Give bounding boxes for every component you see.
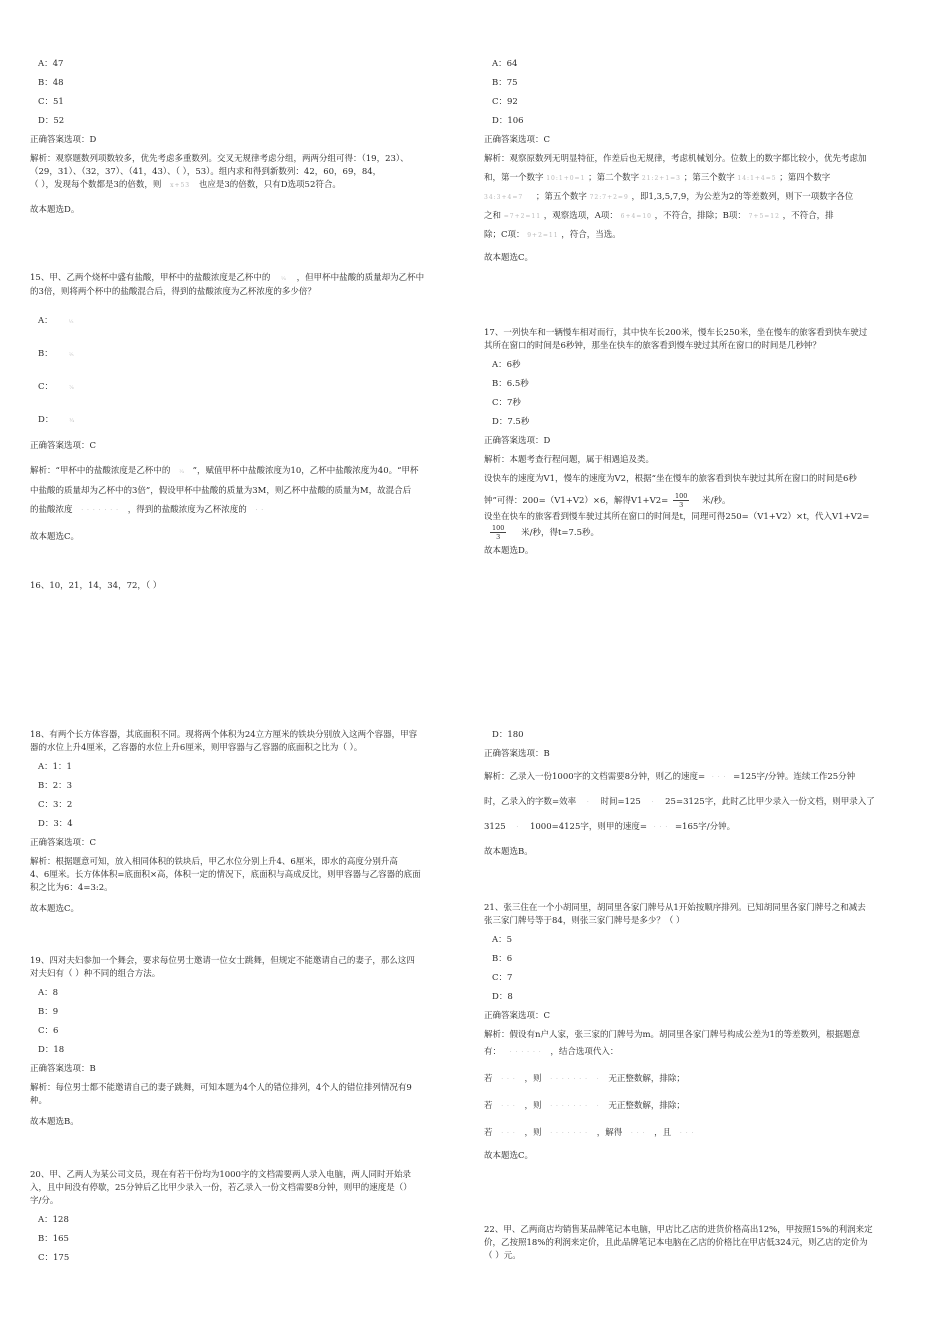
q21-try-2-c: 无正整数解，排除； — [608, 1101, 685, 1111]
q19-option-a: A：8 — [38, 988, 59, 998]
q16-analysis-line3-b: ；第五个数字 — [535, 192, 587, 202]
q15-analysis-line3-b: ，得到的盐酸浓度为乙杯浓度的 — [127, 505, 247, 515]
q16-analysis-line3 — [484, 191, 924, 204]
q15-analysis-line1-a: 解析：“甲杯中的盐酸浓度是乙杯中的 — [30, 466, 171, 476]
q20-analysis-line1-b: =125字/分钟。连续工作25分钟 — [733, 772, 856, 782]
q20-stem-line3: 字/分。 — [30, 1196, 59, 1206]
q16-answer: 正确答案选项：C — [484, 135, 551, 145]
q21-option-d: D：8 — [492, 992, 513, 1002]
q22-block — [484, 1224, 924, 1263]
q17-fraction-2 — [490, 524, 506, 541]
q15-stem-line2: 的3倍，则将两个杯中的盐酸混合后，得到的盐酸浓度为乙杯浓度的多少倍？ — [30, 287, 316, 297]
q21-conclusion: 故本题选C。 — [484, 1151, 534, 1161]
q15-option-a — [30, 315, 470, 329]
q16-formula-4: 34:3+4=7 — [484, 194, 524, 201]
q21-option-a: A：5 — [492, 935, 513, 945]
q15-option-a-fraction: ⅓ — [68, 319, 74, 325]
q21-try-1-faint-eq: · · · · · · · — [550, 1076, 588, 1083]
q14-analysis-line3-b: 也应是3的倍数，只有D选项52符合。 — [198, 180, 341, 190]
q18-analysis-line2: 4、6厘米。长方体体积=底面积×高，体积一定的情况下，底面积与高成反比，则甲容器与乙容器的底面 — [30, 870, 421, 880]
q15-conclusion: 故本题选C。 — [30, 532, 80, 542]
q21-try-2-faint-eq: · · · · · · · — [550, 1103, 588, 1110]
q21-try-3-b: ，则 — [524, 1128, 542, 1138]
q16-formula-2: 21:2+1=3 — [641, 175, 681, 182]
q20-analysis-line2-c: 25=3125字，此时乙比甲少录入一份文档，则甲录入了 — [665, 797, 875, 807]
q20-faint-fraction-2: · · · — [653, 824, 669, 831]
q21-try-2-faint-sep: · — [596, 1103, 600, 1110]
q21-answer: 正确答案选项：C — [484, 1011, 551, 1021]
q19-conclusion: 故本题选B。 — [30, 1117, 79, 1127]
q15-stem-line1-a: 15、甲、乙两个烧杯中盛有盐酸，甲杯中的盐酸浓度是乙杯中的 — [30, 273, 271, 283]
q16-analysis-line3-c: ，即1,3,5,7,9，为公差为2的等差数列，则下一项数字各位 — [631, 192, 854, 202]
q16-analysis-line4-c: ，不符合，排除；B项： — [654, 211, 746, 221]
q15-analysis-line3 — [30, 504, 470, 517]
q20-option-a: A：128 — [38, 1215, 69, 1225]
q16-analysis-line2-b: ；第二个数字 — [588, 173, 640, 183]
q18-option-d: D：3：4 — [38, 819, 73, 829]
q20-stem-line2: 入，且中间没有停歇，25分钟后乙比甲少录入一份，若乙录入一份文档需要8分钟，则甲的速度是（） — [30, 1183, 412, 1193]
q20-option-b: B：165 — [38, 1234, 69, 1244]
q16-conclusion: 故本题选C。 — [484, 253, 534, 263]
q17-fraction-1-denominator: 3 — [679, 501, 684, 509]
q21-try-3-d: ，且 — [654, 1128, 672, 1138]
q21-try-2 — [484, 1100, 924, 1113]
q18-stem-line2: 器的水位上升4厘米，乙容器的水位上升6厘米，则甲容器与乙容器的底面积之比为（ ）。 — [30, 743, 363, 753]
q19-answer: 正确答案选项：B — [30, 1064, 96, 1074]
q17-analysis-line1: 解析：本题考查行程问题，属于相遇追及类。 — [484, 455, 655, 465]
q21-try-1-a: 若 — [484, 1074, 493, 1084]
q15-option-c — [30, 381, 470, 395]
q20-faint-plus: · — [516, 824, 520, 831]
q14-analysis-line2: （29，31）、（32，37）、（41，43）、（ ），53）。组内求和得到新数列：42，60，69，84， — [30, 167, 382, 177]
q20-analysis-line3-b: 1000=4125字，则甲的速度= — [529, 822, 647, 832]
q20-block — [30, 1169, 470, 1265]
q20-analysis-line2-a: 时，乙录入的字数=效率 — [484, 797, 577, 807]
q17-option-a: A：6秒 — [492, 360, 521, 370]
q18-block — [30, 729, 470, 916]
q16-analysis-line4-b: ，观察选项，A项： — [543, 211, 618, 221]
q17-fraction-2-numerator: 100 — [492, 524, 505, 532]
q16-analysis-line4 — [484, 210, 924, 223]
q14-option-b: B：48 — [38, 78, 64, 88]
q21-stem-line2: 张三家门牌号等于84，则张三家门牌号是多少？（ ） — [484, 916, 685, 926]
q16-option-b: B：75 — [492, 78, 518, 88]
q20-faint-times-2: · — [651, 799, 655, 806]
q16-analysis-line5 — [484, 229, 924, 242]
q18-option-b: B：2：3 — [38, 781, 73, 791]
q14-option-a: A：47 — [38, 59, 64, 69]
q16-analysis-line4-d: ，不符合，排 — [782, 211, 834, 221]
q21-block — [484, 902, 924, 1163]
q14-analysis-line3-a: （ ），发现每个数都是3的倍数，则 — [30, 180, 162, 190]
q18-option-c: C：3：2 — [38, 800, 73, 810]
q17-analysis-line2: 设快车的速度为V1，慢车的速度为V2，根据“坐在慢车的旅客看到快车驶过其所在窗口的时间是6秒 — [484, 474, 857, 484]
q18-analysis-line3: 积之比为6：4=3:2。 — [30, 883, 113, 893]
q16-option-d: D：106 — [492, 116, 524, 126]
q17-stem-line2: 其所在窗口的时间是6秒钟，那坐在快车的旅客看到慢车驶过其所在窗口的时间是几秒钟？ — [484, 341, 821, 351]
q17-analysis-line3-a: 钟”可得：200=（V1+V2）×6，解得V1+V2= — [484, 496, 669, 506]
q19-option-c: C：6 — [38, 1026, 59, 1036]
q16-analysis-line2-c: ；第三个数字 — [683, 173, 735, 183]
q16-analysis-line4-a: 之和 — [484, 211, 502, 221]
q21-try-3-faint-m: · · · — [501, 1130, 516, 1137]
q21-analysis-line2-b: ，结合选项代入： — [550, 1047, 619, 1057]
q17-fraction-2-denominator: 3 — [496, 533, 501, 541]
q20-answer: 正确答案选项：B — [484, 749, 550, 759]
q16-analysis-line1: 解析：观察原数列无明显特征，作差后也无规律，考虑机械划分。位数上的数字都比较小，优先考虑加 — [484, 154, 867, 164]
q20-analysis-line1-a: 解析：乙录入一份1000字的文档需要8分钟，则乙的速度= — [484, 772, 706, 782]
q22-stem-line2: 价，乙按照18%的利润来定价，且此品牌笔记本电脑在乙店的价格比在甲店低324元，则乙店的定价为 — [484, 1238, 868, 1248]
q16-option-c: C：92 — [492, 97, 518, 107]
q15-option-a-label: A： — [38, 316, 53, 326]
q14-option-c: C：51 — [38, 97, 64, 107]
q15-stem-line1-b: ，但甲杯中盐酸的质量却为乙杯中 — [296, 273, 425, 283]
q14-block — [30, 58, 470, 217]
q17-option-c: C：7秒 — [492, 398, 521, 408]
q17-analysis-line5 — [484, 524, 924, 541]
q21-try-3-faint-n: · · · — [630, 1130, 646, 1137]
q17-conclusion: 故本题选D。 — [484, 546, 534, 556]
q16-analysis-line5-a: 除；C项： — [484, 230, 525, 240]
q21-try-3-c: ，解得 — [596, 1128, 623, 1138]
q15-faint-formula: · · · · · · · — [81, 507, 120, 514]
q19-stem-line2: 对夫妇有（ ）种不同的组合方法。 — [30, 969, 161, 979]
q20-conclusion: 故本题选B。 — [484, 847, 533, 857]
q16-analysis-line2-d: ；第四个数字 — [779, 173, 831, 183]
q19-analysis-line2: 种。 — [30, 1096, 48, 1106]
q17-stem-line1: 17、一列快车和一辆慢车相对而行，其中快车长200米，慢车长250米，坐在慢车的旅客看到快车驶过 — [484, 328, 868, 338]
q16-analysis-line2-a: 和，第一个数字 — [484, 173, 544, 183]
q16-formula-5: 72:7+2=9 — [589, 194, 629, 201]
q19-block — [30, 955, 470, 1129]
q15-option-b — [30, 348, 470, 362]
q20-analysis-line2 — [484, 796, 924, 809]
q17-analysis-line3-b: 米/秒。 — [702, 496, 731, 506]
q21-analysis-line2 — [484, 1046, 924, 1059]
q21-try-1-b: ，则 — [524, 1074, 542, 1084]
q15-faint-result: · · — [255, 507, 265, 514]
q21-option-b: B：6 — [492, 954, 513, 964]
q18-stem-line1: 18、有两个长方体容器，其底面积不同。现将两个体积为24立方厘米的铁块分别放入这两个容器，甲容 — [30, 730, 418, 740]
q15-option-c-fraction: ⅞ — [69, 385, 74, 391]
q17-analysis-line5-text: 米/秒，得t=7.5秒。 — [521, 528, 600, 538]
q20-faint-fraction-1: · · · — [711, 774, 727, 781]
q22-stem-line1: 22、甲、乙两商店均销售某品牌笔记本电脑，甲店比乙店的进货价格高出12%，甲按照15%的利润来定 — [484, 1225, 873, 1235]
q19-option-d: D：18 — [38, 1045, 65, 1055]
q21-stem-line1: 21、张三住在一个小胡同里，胡同里各家门牌号从1开始按顺序排列。已知胡同里各家门牌号之和减去 — [484, 903, 866, 913]
q15-analysis-line1-b: ”，赋值甲杯中盐酸浓度为10，乙杯中盐酸浓度为40。“甲杯 — [192, 466, 419, 476]
q15-option-b-label: B： — [38, 349, 53, 359]
q16-formula-7: 6+4=10 — [620, 213, 652, 220]
q16-analysis-line5-b: ，符合，当选。 — [561, 230, 621, 240]
q14-conclusion: 故本题选D。 — [30, 205, 80, 215]
q18-option-a: A：1：1 — [38, 762, 72, 772]
q16-stem: 16、10，21，14，34，72，（ ） — [30, 581, 162, 591]
q17-fraction-1 — [673, 492, 689, 509]
q15-analysis-line1 — [30, 465, 470, 479]
q16-formula-6: =7+2=11 — [503, 213, 542, 220]
q17-answer: 正确答案选项：D — [484, 436, 551, 446]
q15-option-c-label: C： — [38, 382, 54, 392]
q14-faint-expression: x+53 — [170, 182, 191, 189]
q20-analysis-line1 — [484, 771, 924, 784]
q20-analysis-line3-a: 3125 — [484, 822, 506, 832]
q21-try-3-faint-cond: · · · — [679, 1130, 695, 1137]
q15-stem-fraction: ¼ — [281, 276, 286, 282]
q17-analysis-line4: 设坐在快车的旅客看到慢车驶过其所在窗口的时间是t，同理可得250=（V1+V2）×t，代入V1+V2= — [484, 512, 870, 522]
q17-option-d: D：7.5秒 — [492, 417, 530, 427]
q19-stem-line1: 19、四对夫妇参加一个舞会，要求每位男士邀请一位女士跳舞，但规定不能邀请自己的妻子，那么这四 — [30, 956, 415, 966]
q18-analysis-line1: 解析：根据题意可知，放入相同体积的铁块后，甲乙水位分别上升4、6厘米，即水的高度分别升高 — [30, 857, 398, 867]
q20-analysis-line3-c: =165字/分钟。 — [674, 822, 736, 832]
q21-try-1-faint-m: · · · — [501, 1076, 516, 1083]
q21-try-1-c: 无正整数解，排除； — [608, 1074, 685, 1084]
q21-try-2-faint-m: · · · — [501, 1103, 516, 1110]
q20-stem-line1: 20、甲、乙两人为某公司文员，现在有若干份均为1000字的文档需要两人录入电脑，两人同时开始录 — [30, 1170, 411, 1180]
q15-option-d-label: D： — [38, 415, 54, 425]
q21-faint-equation: · · · · · · — [509, 1049, 542, 1056]
q17-option-b: B：6.5秒 — [492, 379, 529, 389]
q16-formula-9: 9+2=11 — [527, 232, 559, 239]
q15-analysis-line3-a: 的盐酸浓度 — [30, 505, 73, 515]
q18-answer: 正确答案选项：C — [30, 838, 97, 848]
q14-analysis-line3 — [30, 179, 470, 192]
q16-formula-1: 10:1+0=1 — [546, 175, 586, 182]
q17-analysis-line3 — [484, 492, 924, 509]
q21-try-1-faint-sep: · — [596, 1076, 600, 1083]
q19-analysis-line1: 解析：每位男士都不能邀请自己的妻子跳舞，可知本题为4个人的错位排列，4个人的错位排列情况有9 — [30, 1083, 412, 1093]
q14-option-d: D：52 — [38, 116, 65, 126]
q20-answer-block — [484, 729, 924, 859]
q16-formula-8: 7+5=12 — [748, 213, 780, 220]
q21-try-3-faint-eq: · · · · · · · — [550, 1130, 588, 1137]
q15-block — [30, 272, 470, 544]
q15-stem-line1 — [30, 272, 470, 286]
q16-analysis-line2 — [484, 172, 924, 185]
q20-analysis-line2-b: 时间=125 — [600, 797, 641, 807]
q17-block — [484, 327, 924, 558]
q19-option-b: B：9 — [38, 1007, 59, 1017]
q16-formula-3: 14:1+4=5 — [737, 175, 777, 182]
q15-analysis-line2: 中盐酸的质量却为乙杯中的3倍”，假设甲杯中盐酸的质量为3M，则乙杯中盐酸的质量为M，故混合后 — [30, 486, 412, 496]
q15-answer: 正确答案选项：C — [30, 441, 97, 451]
q15-option-d — [30, 414, 470, 428]
q16-option-a: A：64 — [492, 59, 518, 69]
q18-conclusion: 故本题选C。 — [30, 904, 80, 914]
q15-option-b-fraction: ⅖ — [68, 352, 74, 358]
q16-answer-block — [484, 58, 924, 265]
q17-fraction-1-numerator: 100 — [674, 492, 688, 500]
q21-try-1 — [484, 1073, 924, 1086]
q21-analysis-line1: 解析：假设有n户人家，张三家的门牌号为m。胡同里各家门牌号构成公差为1的等差数列，根据题意 — [484, 1030, 860, 1040]
q20-option-d: D：180 — [492, 730, 524, 740]
q16-block — [30, 580, 470, 593]
q15-analysis-fraction: ¼ — [179, 469, 184, 475]
q14-analysis-line1: 解析：观察题数列项数较多，优先考虑多重数列。交叉无规律考虑分组，两两分组可得：（19，23）、 — [30, 154, 409, 164]
q15-option-d-fraction: ¾ — [69, 418, 75, 424]
q14-answer: 正确答案选项：D — [30, 135, 97, 145]
q21-try-2-b: ，则 — [524, 1101, 542, 1111]
q20-option-c: C：175 — [38, 1253, 70, 1263]
q21-try-3-a: 若 — [484, 1128, 493, 1138]
q21-analysis-line2-a: 有： — [484, 1047, 502, 1057]
q21-try-2-a: 若 — [484, 1101, 493, 1111]
q22-stem-line3: （ ）元。 — [484, 1251, 521, 1261]
q20-analysis-line3 — [484, 821, 924, 834]
q21-try-3 — [484, 1127, 924, 1140]
q21-option-c: C：7 — [492, 973, 513, 983]
q20-faint-times-1: · — [586, 799, 590, 806]
